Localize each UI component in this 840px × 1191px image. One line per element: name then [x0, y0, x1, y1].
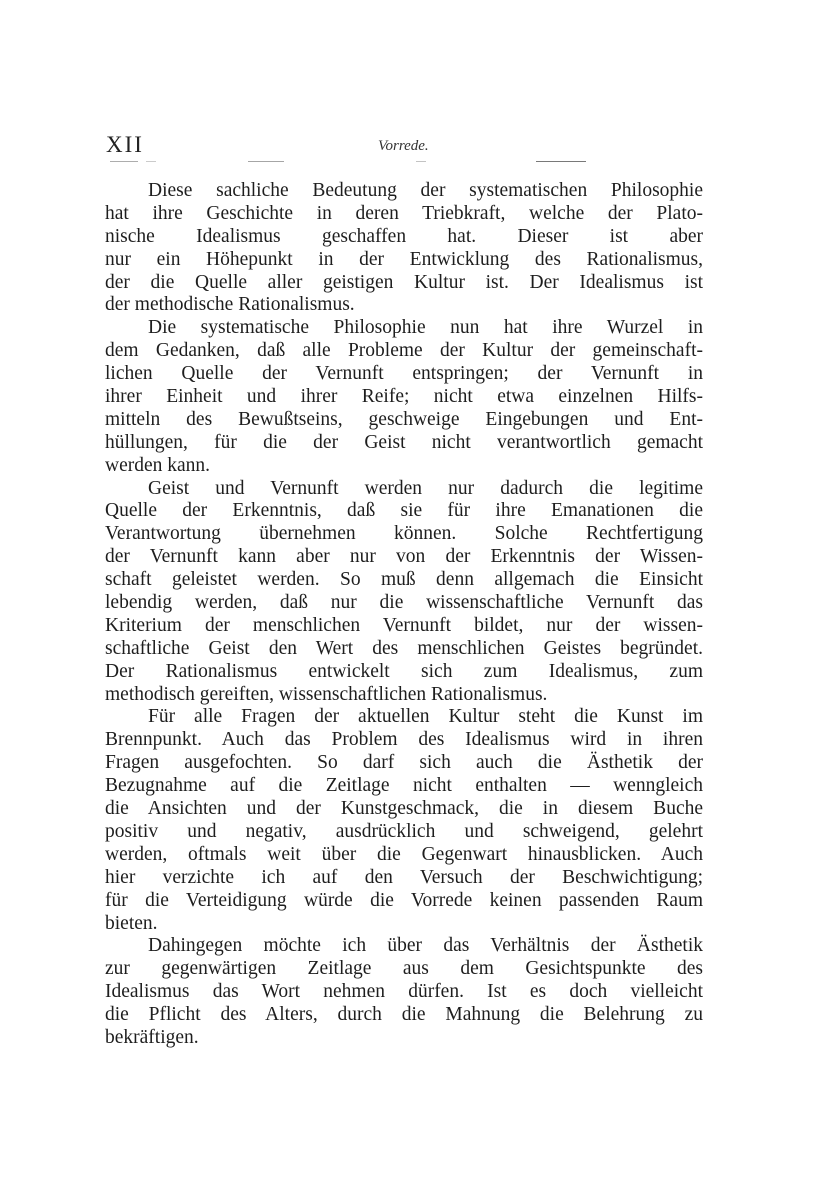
- text-line: schaft geleistet werden. So muß denn allgemach die Einsicht: [105, 569, 703, 591]
- text-line: der methodische Rationalismus.: [105, 294, 355, 316]
- text-line: die Ansichten und der Kunstgeschmack, die in diesem Buche: [105, 798, 703, 820]
- text-line: nur ein Höhepunkt in der Entwicklung des Rationalismus,: [105, 248, 703, 270]
- text-line: methodisch gereiften, wissenschaftlichen Rationalismus.: [105, 683, 548, 705]
- text-line: mitteln des Bewußtseins, geschweige Eingebungen und Ent-: [105, 408, 703, 430]
- text-line: Der Rationalismus entwickelt sich zum Idealismus, zum: [105, 660, 703, 682]
- text-line: Die systematische Philosophie nun hat ihre Wurzel in: [148, 317, 703, 339]
- text-line: Bezugnahme auf die Zeitlage nicht enthalten — wenngleich: [105, 775, 703, 797]
- running-title: Vorrede.: [378, 138, 429, 154]
- text-line: bekräftigen.: [105, 1026, 199, 1048]
- text-line: schaftliche Geist den Wert des menschlichen Geistes begründet.: [105, 637, 703, 659]
- text-line: zur gegenwärtigen Zeitlage aus dem Gesichtspunkte des: [105, 958, 703, 980]
- text-line: bieten.: [105, 912, 158, 934]
- text-line: lebendig werden, daß nur die wissenschaftliche Vernunft das: [105, 592, 703, 614]
- text-line: positiv und negativ, ausdrücklich und schweigend, gelehrt: [105, 820, 703, 842]
- text-line: Kriterium der menschlichen Vernunft bildet, nur der wissen-: [105, 614, 703, 636]
- text-line: Verantwortung übernehmen können. Solche Rechtfertigung: [105, 523, 703, 545]
- header-rule: [110, 161, 138, 162]
- text-line: lichen Quelle der Vernunft entspringen; der Vernunft in: [105, 363, 703, 385]
- text-line: dem Gedanken, daß alle Probleme der Kultur der gemeinschaft-: [105, 340, 703, 362]
- header-rule: [416, 161, 426, 162]
- text-line: Diese sachliche Bedeutung der systematischen Philosophie: [148, 180, 703, 201]
- text-line: Geist und Vernunft werden nur dadurch die legitime: [148, 477, 703, 499]
- text-line: werden, oftmals weit über die Gegenwart hinausblicken. Auch: [105, 843, 703, 865]
- page-number: XII: [106, 132, 144, 157]
- header-rule: [248, 161, 284, 162]
- text-line: Fragen ausgefochten. So darf sich auch die Ästhetik der: [105, 752, 703, 774]
- text-line: werden kann.: [105, 454, 211, 476]
- text-line: für die Verteidigung würde die Vorrede keinen passenden Raum: [105, 889, 703, 911]
- text-line: Brennpunkt. Auch das Problem des Idealismus wird in ihren: [105, 729, 703, 751]
- body-text: [105, 180, 703, 1050]
- text-line: die Pflicht des Alters, durch die Mahnung die Belehrung zu: [105, 1004, 703, 1026]
- text-line: der die Quelle aller geistigen Kultur ist. Der Idealismus ist: [105, 271, 703, 293]
- text-line: Dahingegen möchte ich über das Verhältnis der Ästhetik: [148, 935, 703, 957]
- text-line: Idealismus das Wort nehmen dürfen. Ist es doch vielleicht: [105, 981, 703, 1003]
- header-rule: [536, 161, 586, 162]
- page-header: [106, 132, 702, 164]
- text-line: ihrer Einheit und ihrer Reife; nicht etwa einzelnen Hilfs-: [105, 386, 703, 408]
- text-line: Quelle der Erkenntnis, daß sie für ihre Emanationen die: [105, 500, 703, 522]
- text-line: hat ihre Geschichte in deren Triebkraft, welche der Plato-: [105, 202, 703, 224]
- text-line: nische Idealismus geschaffen hat. Dieser ist aber: [105, 225, 703, 247]
- text-line: der Vernunft kann aber nur von der Erkenntnis der Wissen-: [105, 546, 703, 568]
- text-line: hüllungen, für die der Geist nicht verantwortlich gemacht: [105, 431, 703, 453]
- header-rule: [146, 161, 156, 162]
- text-line: hier verzichte ich auf den Versuch der Beschwichtigung;: [105, 866, 703, 888]
- text-line: Für alle Fragen der aktuellen Kultur steht die Kunst im: [148, 706, 703, 728]
